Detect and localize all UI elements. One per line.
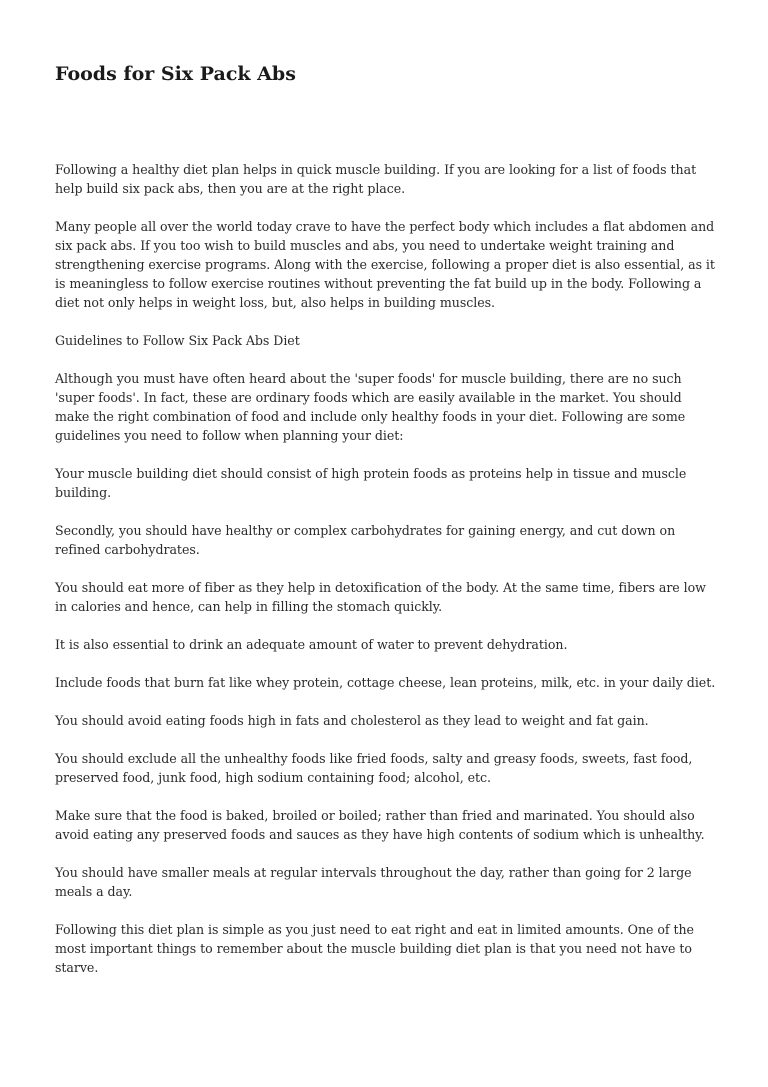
- paragraph-avoid-fats: You should avoid eating foods high in fats and cholesterol as they lead to weight and fat gain.: [55, 713, 649, 728]
- paragraph-super-foods: Although you must have often heard about the 'super foods' for muscle building, there are no such 'super foods'. In fact, these are ordinary foods which are easily available in the market. You should make the right combination of food and include only healthy foods in your diet. Following are some guidelines you need to follow when planning your diet:: [55, 371, 686, 443]
- paragraph-perfect-body: Many people all over the world today crave to have the perfect body which includes a flat abdomen and six pack abs. If you too wish to build muscles and abs, you need to undertake weight training and strengthening exercise programs. Along with the exercise, following a proper diet is also essential, as it is meaningless to follow exercise routines without preventing the fat build up in the body. Following a diet not only helps in weight loss, but, also helps in building muscles.: [55, 219, 715, 310]
- paragraph-carbohydrates: Secondly, you should have healthy or complex carbohydrates for gaining energy, and cut down on refined carbohydrates.: [55, 523, 676, 557]
- paragraph-fat-burning-foods: Include foods that burn fat like whey protein, cottage cheese, lean proteins, milk, etc. in your daily diet.: [55, 675, 716, 690]
- document-title: Foods for Six Pack Abs: [55, 63, 296, 85]
- paragraph-intro: Following a healthy diet plan helps in quick muscle building. If you are looking for a list of foods that help build six pack abs, then you are at the right place.: [55, 162, 697, 196]
- document-body: [55, 160, 717, 996]
- paragraph-exclude-unhealthy: You should exclude all the unhealthy foods like fried foods, salty and greasy foods, sweets, fast food, preserved food, junk food, high sodium containing food; alcohol, etc.: [55, 751, 693, 785]
- paragraph-conclusion: Following this diet plan is simple as you just need to eat right and eat in limited amounts. One of the most important things to remember about the muscle building diet plan is that you need not have to starve.: [55, 922, 694, 975]
- paragraph-water: It is also essential to drink an adequate amount of water to prevent dehydration.: [55, 637, 568, 652]
- paragraph-fiber: You should eat more of fiber as they help in detoxification of the body. At the same time, fibers are low in calories and hence, can help in filling the stomach quickly.: [55, 580, 706, 614]
- section-heading-guidelines: Guidelines to Follow Six Pack Abs Diet: [55, 333, 300, 348]
- paragraph-protein: Your muscle building diet should consist of high protein foods as proteins help in tissue and muscle building.: [55, 466, 687, 500]
- paragraph-cooking-method: Make sure that the food is baked, broiled or boiled; rather than fried and marinated. You should also avoid eating any preserved foods and sauces as they have high contents of sodium which is unhealthy.: [55, 808, 705, 842]
- paragraph-smaller-meals: You should have smaller meals at regular intervals throughout the day, rather than going for 2 large meals a day.: [55, 865, 692, 899]
